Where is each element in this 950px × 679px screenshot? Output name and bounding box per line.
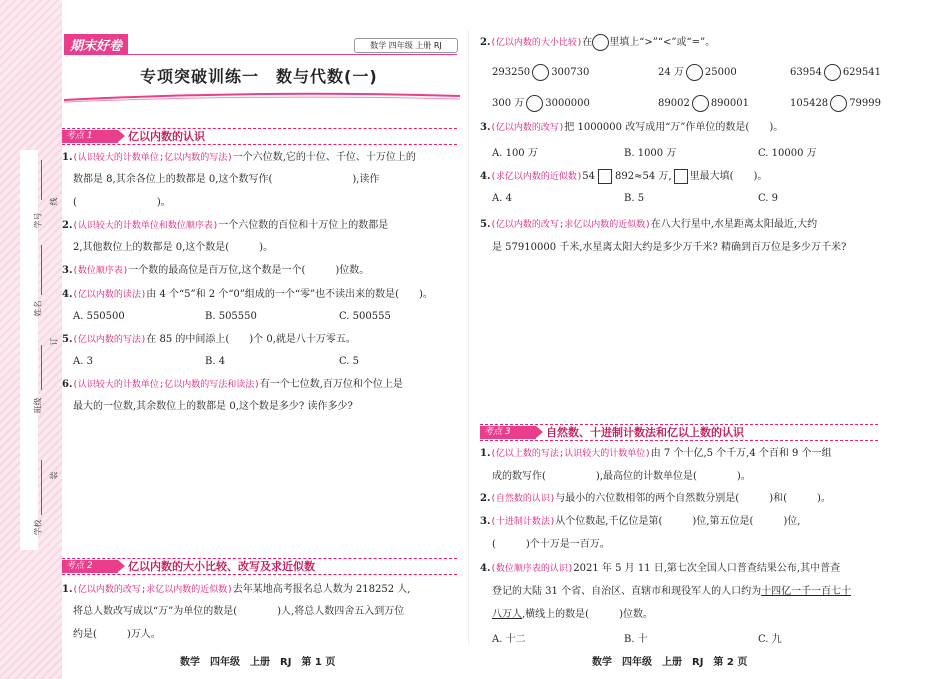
option-a[interactable]: A. 4 [492,193,512,204]
question-l6-line2: 最大的一位数,其余数位上的数都是 0,这个数是多少? 读作多少? [73,401,353,412]
option-a[interactable]: A. 550500 [73,311,125,322]
footer-page-2: 数学 四年级 上册 RJ 第 2 页 [592,657,748,668]
question-l2-line2: 2,其他数位上的数都是 0,这个数是( )。 [73,242,274,253]
binding-mark-bind: 装 [49,471,59,480]
compare-circle[interactable] [532,64,549,81]
section-title: 亿以内数的认识 [128,130,205,143]
column-divider [468,30,469,645]
question-r5: 1.(亿以上数的写法;认识较大的计数单位)由 7 个十亿,5 个千万,4 个百和 9 个一组 [480,448,832,459]
meta-grade: 四年级 [388,41,413,50]
school-line [41,460,42,515]
compare-item: 293250 300730 [492,64,589,81]
question-l5: 5.(亿以内数的写法)在 85 的中间添上( )个 0,就是八十万零五。 [62,334,356,345]
question-l7-line3: 约是( )万人。 [73,629,161,640]
compare-item: 105428 79999 [790,95,881,112]
section-badge: 考点 3 [480,426,536,439]
section-header-3 [480,424,878,441]
section-title: 亿以内数的大小比较、改写及求近似数 [128,560,315,573]
question-r7: 3.(十进制计数法)从个位数起,千亿位是第( )位,第五位是( )位, [480,516,801,527]
question-r3: 4.(求亿以内数的近似数)54 892≈54 万, 里最大填( )。 [480,171,768,182]
class-label: 班级 [33,397,43,414]
footer-page-1: 数学 四年级 上册 RJ 第 1 页 [180,657,336,668]
compare-circle[interactable] [830,95,847,112]
question-r2: 3.(亿以内数的改写)把 1000000 改写成用“万”作单位的数是( )。 [480,122,784,133]
compare-circle[interactable] [686,64,703,81]
header-meta [354,38,458,53]
option-b[interactable]: B. 4 [205,356,226,367]
meta-subject: 数学 [370,41,387,50]
question-r8-line3: 八万人,横线上的数是( )位数。 [492,609,653,620]
digit-box[interactable] [674,169,688,184]
binding-strip [20,150,38,550]
question-r7-line2: ( )个十万是一百万。 [492,539,610,550]
option-c[interactable]: C. 500555 [339,311,391,322]
section-header-2 [62,558,457,575]
school-label: 学校 [33,519,43,536]
compare-circle[interactable] [592,34,609,51]
question-r1: 2.(亿以内数的大小比较)在 里填上“>”“<”或“=”。 [480,34,715,51]
question-r4: 5.(亿以内数的改写;求亿以内数的近似数)在八大行星中,水星距离太阳最近,大约 [480,219,818,230]
binding-mark-order: 订 [49,337,59,346]
name-label: 姓名 [33,300,43,317]
compare-item: 63954 629541 [790,64,881,81]
name-line [41,245,42,295]
question-r6: 2.(自然数的认识)与最小的六位数相邻的两个自然数分别是( )和( )。 [480,493,831,504]
option-c[interactable]: C. 5 [339,356,360,367]
binding-mark-line: 线 [49,197,59,206]
section-title: 自然数、十进制计数法和亿以上数的认识 [546,426,744,439]
student-id-label: 学号 [33,212,43,229]
class-line [41,345,42,390]
question-r8: 4.(数位顺序表的认识)2021 年 5 月 11 日,第七次全国人口普查结果公布,其中普查 [480,563,841,574]
meta-volume: 上册 [415,41,432,50]
section-badge: 考点 1 [62,130,118,143]
question-r5-line2: 成的数写作( ),最高位的计数单位是( )。 [492,471,751,482]
question-l7-line2: 将总人数改写成以“万”为单位的数是( )人,将总人数四舍五入到万位 [73,606,405,617]
compare-item: 89002 890001 [658,95,749,112]
option-c[interactable]: C. 9 [758,193,779,204]
compare-circle[interactable] [824,64,841,81]
question-l7: 1.(亿以内数的改写;求亿以内数的近似数)去年某地高考报名总人数为 218252 人, [62,584,411,595]
compare-circle[interactable] [526,95,543,112]
title-swoosh [62,90,462,104]
section-badge: 考点 2 [62,560,118,573]
option-b[interactable]: B. 1000 万 [624,148,677,159]
option-a[interactable]: A. 100 万 [492,148,538,159]
compare-circle[interactable] [692,95,709,112]
question-l2: 2.(认识较大的计数单位和数位顺序表)一个六位数的百位和十万位上的数都是 [62,220,389,231]
question-r4-line2: 是 57910000 千米,水星离太阳大约是多少万千米? 精确到百万位是多少万千米? [492,242,847,253]
header-rule [64,54,457,55]
option-b[interactable]: B. 十 [624,634,648,645]
option-c[interactable]: C. 10000 万 [758,148,817,159]
compare-item: 300 万 3000000 [492,95,590,112]
option-b[interactable]: B. 505550 [205,311,257,322]
meta-edition: RJ [433,41,442,50]
question-l4: 4.(亿以内数的读法)由 4 个“5”和 2 个“0”组成的一个“零”也不读出来的数是( )。 [62,289,433,300]
page-title: 专项突破训练一 数与代数(一) [140,67,378,86]
brand-logo: 期末好卷 [64,34,128,55]
question-r8-line2: 登记的大陆 31 个省、自治区、直辖市和现役军人的人口约为十四亿一千一百七十 [492,586,852,597]
option-b[interactable]: B. 5 [624,193,645,204]
question-l6: 6.(认识较大的计数单位;亿以内数的写法和读法)有一个七位数,百万位和个位上是 [62,379,403,390]
digit-box[interactable] [598,169,612,184]
question-l1-line2: 数都是 8,其余各位上的数都是 0,这个数写作( ),读作 [73,174,380,185]
question-l3: 3.(数位顺序表)一个数的最高位是百万位,这个数是一个( )位数。 [62,265,370,276]
option-a[interactable]: A. 十二 [492,634,526,645]
option-c[interactable]: C. 九 [758,634,782,645]
compare-item: 24 万 25000 [658,64,737,81]
student-id-line [41,160,42,200]
option-a[interactable]: A. 3 [73,356,93,367]
section-header-1 [62,128,457,145]
question-l1-line3: ( )。 [73,197,171,208]
question-l1: 1.(认识较大的计数单位;亿以内数的写法)一个六位数,它的十位、千位、十万位上的 [62,152,416,163]
